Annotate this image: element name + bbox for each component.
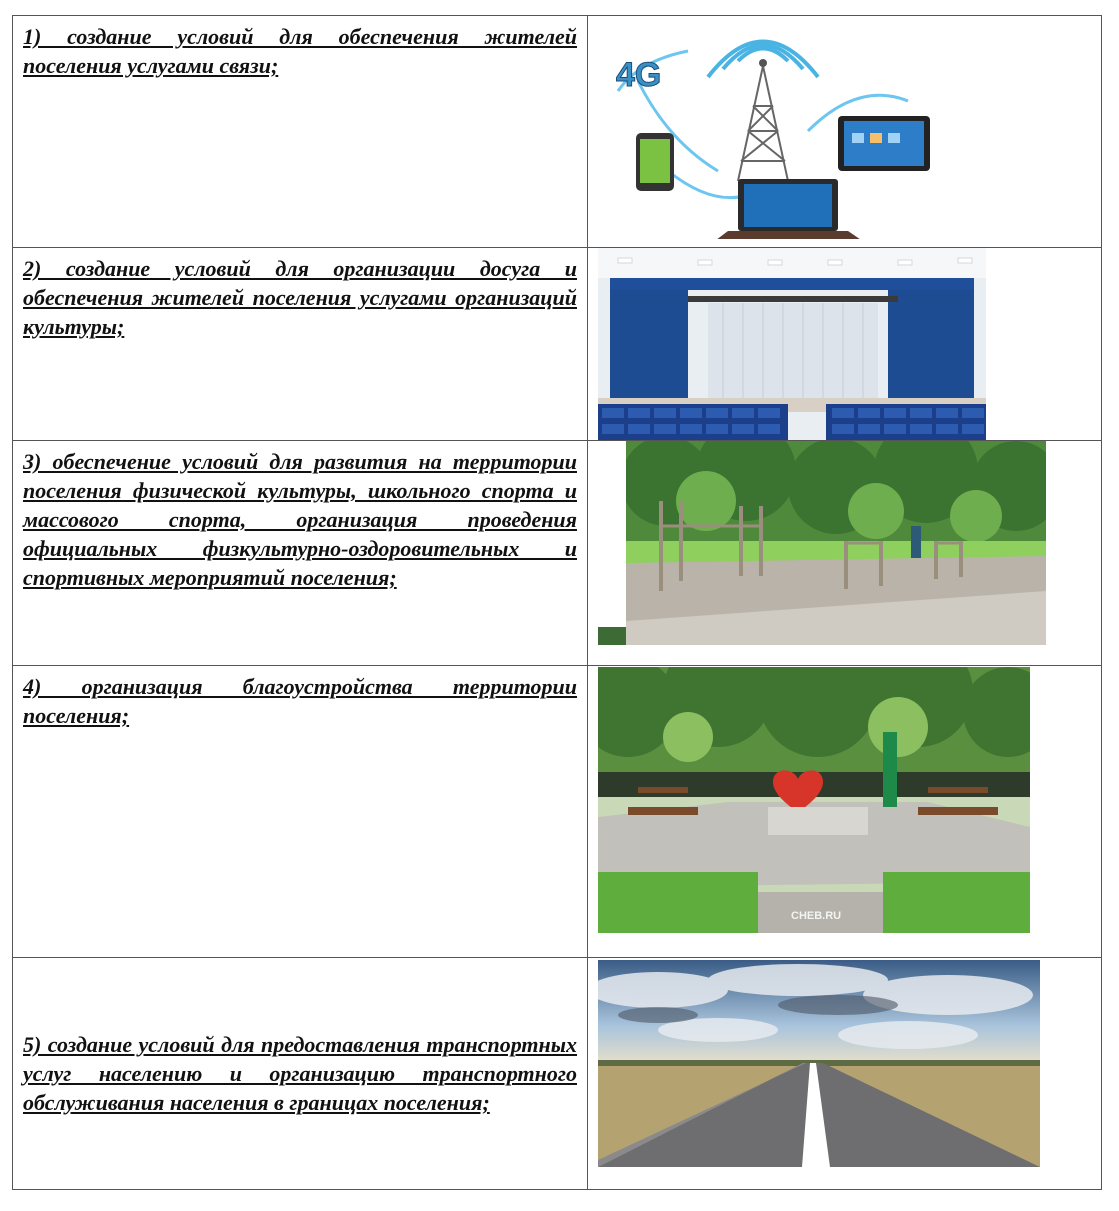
image-cell: [588, 248, 1102, 441]
image-cell: [588, 666, 1102, 958]
concert-hall-photo: [598, 248, 986, 440]
outdoor-gym-photo: [626, 441, 1046, 645]
text-cell: [13, 666, 588, 958]
services-table: [12, 15, 1102, 1190]
telecom-svg: [608, 21, 938, 239]
park-square-photo: [598, 667, 1030, 933]
table-row: [13, 248, 1102, 441]
table-row: [13, 16, 1102, 248]
outdoor-gym-svg: [626, 441, 1046, 645]
row-text: 5) создание условий для предоставления транспортных услуг населению и организацию транспортного обслуживания населения в границах поселения;: [23, 1032, 577, 1115]
row-text: 4) организация благоустройства территории поселения;: [23, 674, 577, 728]
image-cell: [588, 16, 1102, 248]
row-text: 1) создание условий для обеспечения жителей поселения услугами связи;: [23, 24, 577, 78]
row-text: 3) обеспечение условий для развития на территории поселения физической культуры, школьного спорта и массового спорта, организация проведения официальных физкультурно-оздоровительных и спортивных мероприятий поселения;: [23, 449, 577, 590]
image-fragment: [598, 627, 626, 645]
photo-watermark: CHEB.RU: [791, 910, 842, 922]
table-row: [13, 666, 1102, 958]
telecom-4g-illustration: [608, 21, 938, 239]
table-row: [13, 958, 1102, 1190]
image-cell: [588, 958, 1102, 1190]
road-svg: [598, 960, 1040, 1167]
road-photo: [598, 960, 1040, 1167]
label-4g: 4G: [616, 56, 662, 94]
text-cell: [13, 441, 588, 666]
row-text: 2) создание условий для организации досуга и обеспечения жителей поселения услугами организаций культуры;: [23, 256, 577, 339]
concert-hall-svg: [598, 248, 986, 440]
park-square-svg: [598, 667, 1030, 933]
image-cell: [588, 441, 1102, 666]
text-cell: [13, 248, 588, 441]
table-row: [13, 441, 1102, 666]
text-cell: [13, 16, 588, 248]
text-cell: [13, 958, 588, 1190]
